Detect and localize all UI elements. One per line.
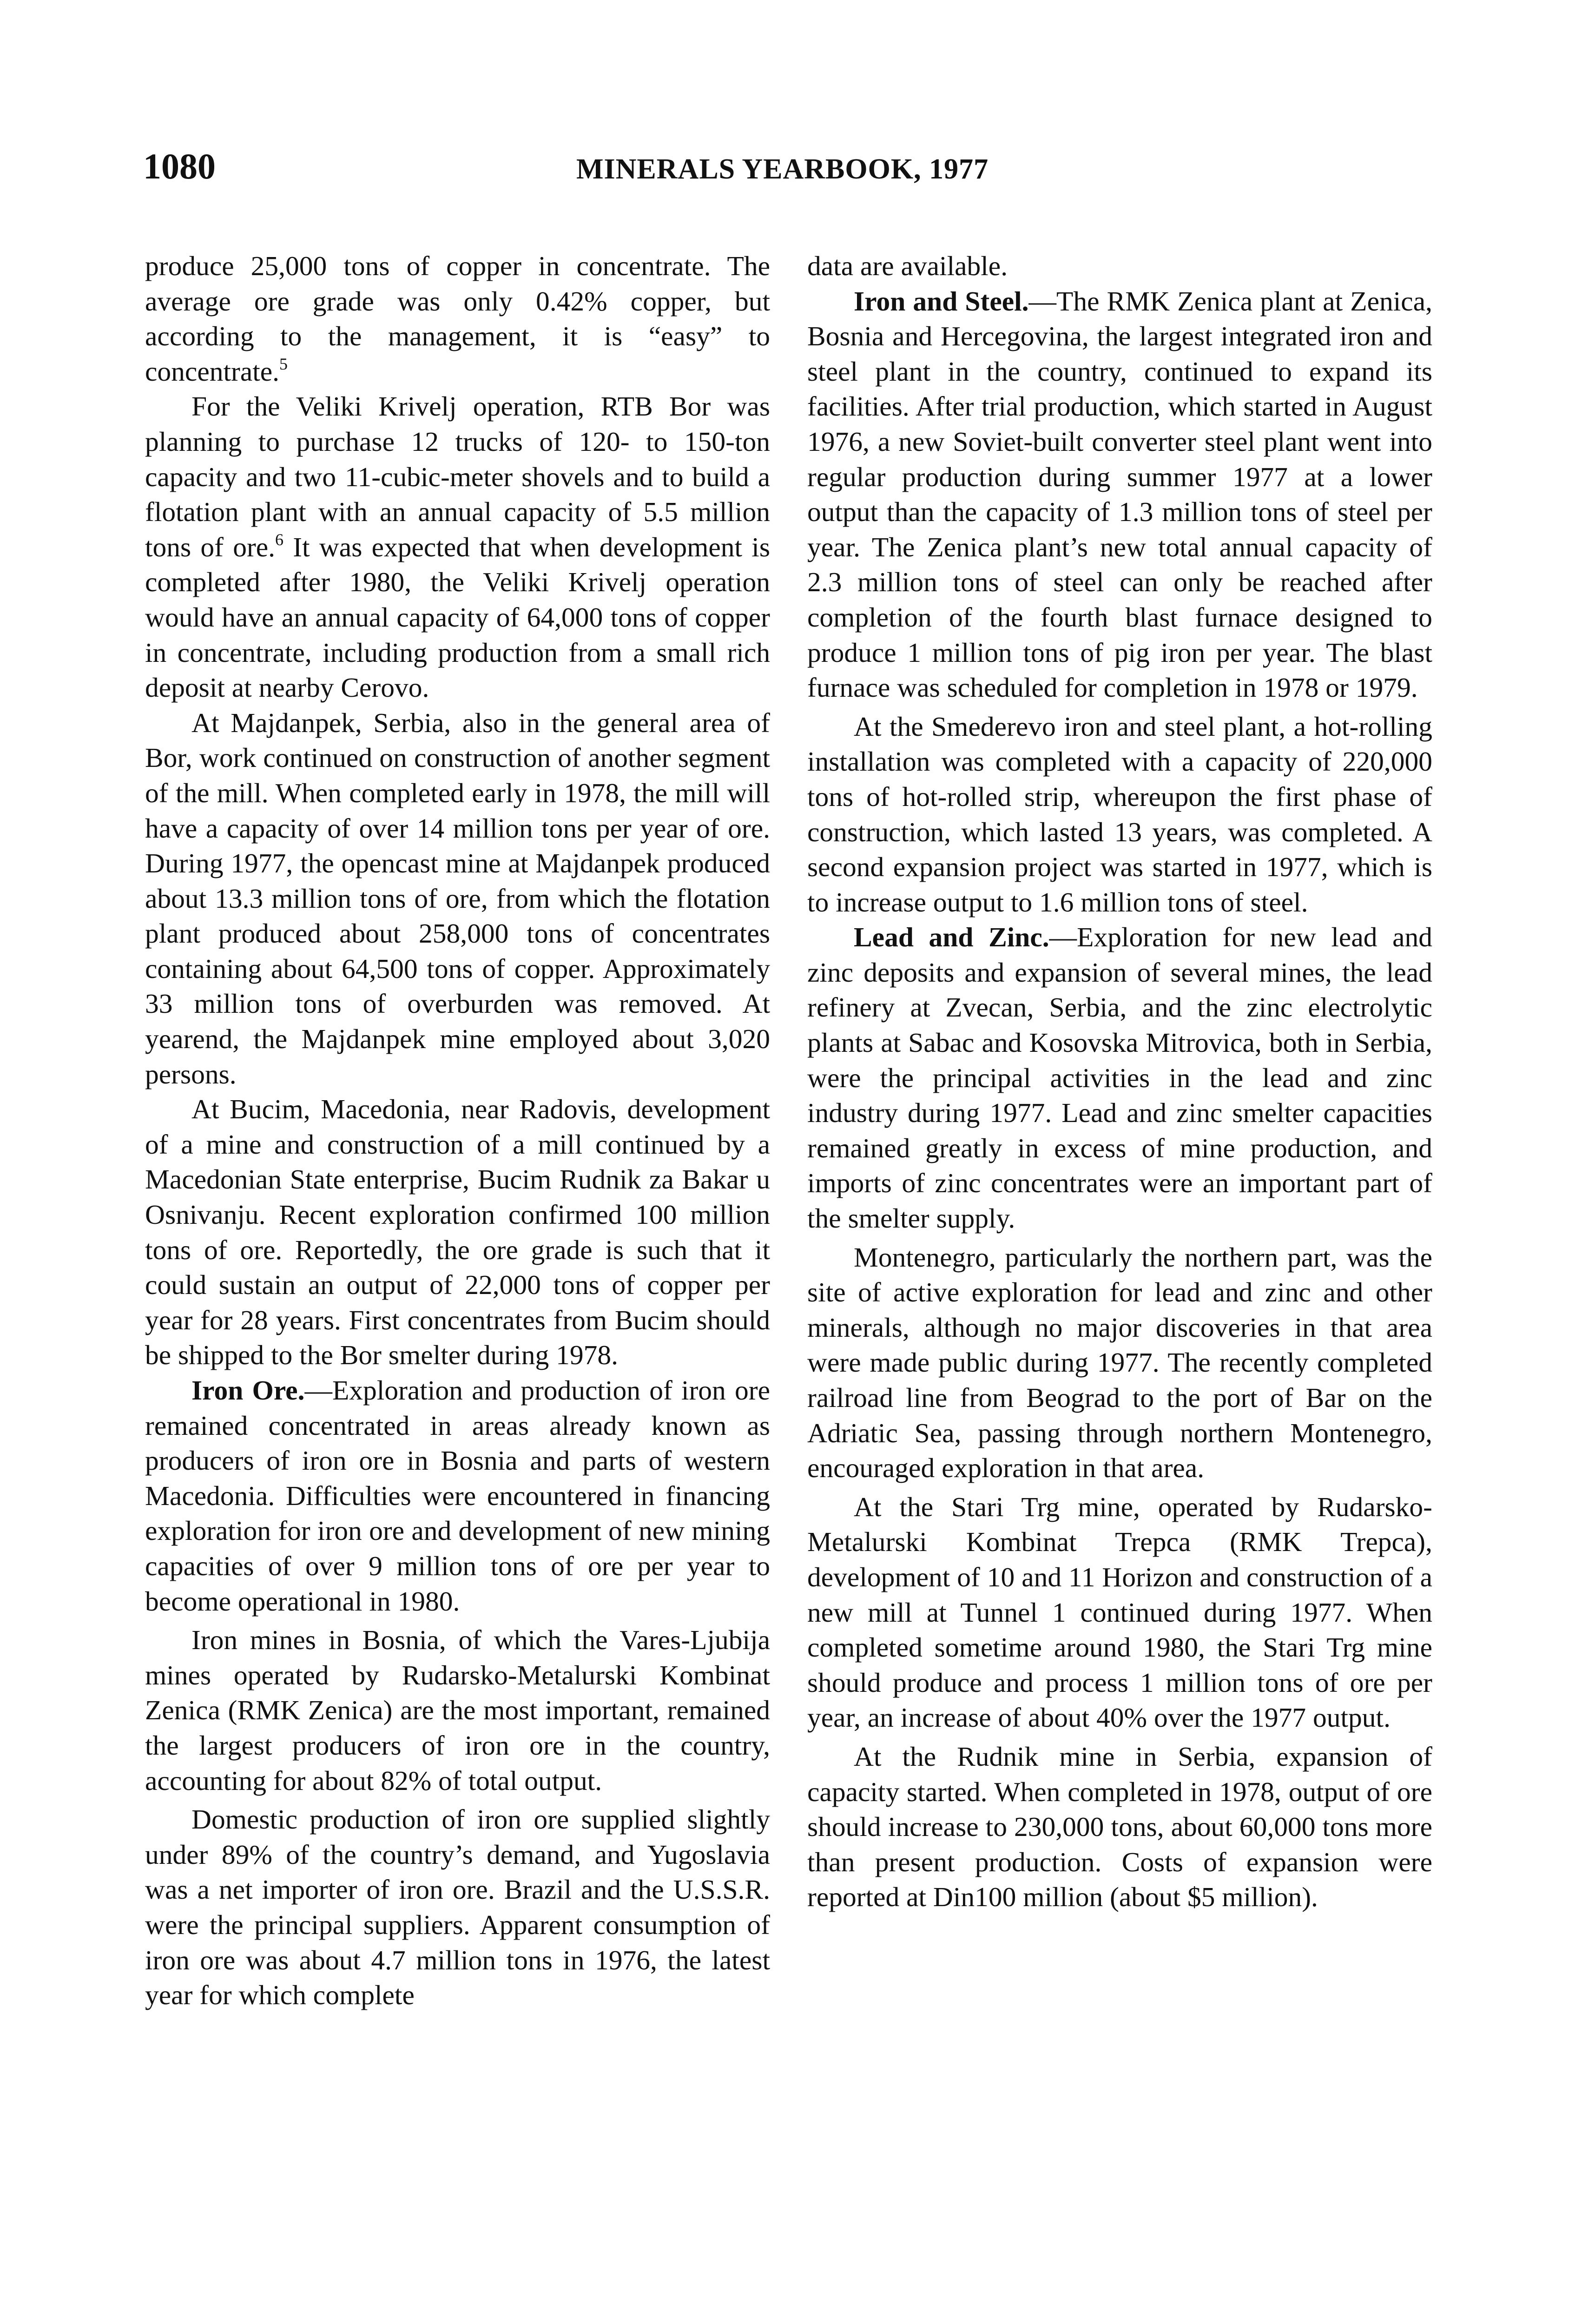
paragraph [807,1240,1432,1486]
right-column [807,249,1432,1915]
paragraph [807,1490,1432,1736]
paragraph [145,1092,770,1373]
section-heading: Iron and Steel. [854,285,1029,317]
publication-title: MINERALS YEARBOOK, 1977 [576,153,989,185]
paragraph-text: Domestic production of iron ore supplied slightly under 89% of the country’s demand, and Yugoslavia was a net importer of iron ore. Brazil and the U.S.S.R. were the principal suppliers. Apparent consumption of iron ore was about 4.7 million tons in 1976, the latest year for which complete [145,1804,770,2011]
paragraph [807,1739,1432,1915]
footnote-ref: 6 [275,530,284,549]
running-header [0,143,1575,194]
paragraph-text: It was expected that when development is completed after 1980, the Veliki Krivelj operation would have an annual capacity of 64,000 tons of copper in concentrate, including production from a small rich deposit at nearby Cerovo. [145,531,770,703]
paragraph [145,1802,770,2013]
page-number: 1080 [143,146,216,186]
left-column [145,249,770,2013]
paragraph [145,706,770,1092]
paragraph [145,1623,770,1798]
em-dash: — [304,1375,332,1406]
em-dash: — [1028,285,1057,317]
paragraph [807,249,1432,284]
paragraph-text: At the Smederevo iron and steel plant, a hot-rolling installation was completed with a capacity of 220,000 tons of hot-rolled strip, whereupon the first phase of construction, which lasted 13 years, was completed. A second expansion project was started in 1977, which is to increase output to 1.6 million tons of steel. [807,711,1432,918]
paragraph-text: For the Veliki Krivelj operation, RTB Bor was planning to purchase 12 trucks of 120- to 150-ton capacity and two 11-cubic-meter shovels and to build a flotation plant with an annual capacity of 5.5 million tons of ore. [145,391,770,562]
paragraph [145,389,770,705]
paragraph-text: At Bucim, Macedonia, near Radovis, development of a mine and construction of a mill continued by a Macedonian State enterprise, Bucim Rudnik za Bakar u Osnivanju. Recent exploration confirmed 100 million tons of ore. Reportedly, the ore grade is such that it could sustain an output of 22,000 tons of copper per year for 28 years. First concentrates from Bucim should be shipped to the Bor smelter during 1978. [145,1094,770,1371]
paragraph-text: Iron mines in Bosnia, of which the Vares-Ljubija mines operated by Rudarsko-Metalurski Kombinat Zenica (RMK Zenica) are the most important, remained the largest producers of iron ore in the country, accounting for about 82% of total output. [145,1624,770,1796]
footnote-ref: 5 [279,354,288,373]
paragraph-text: Montenegro, particularly the northern part, was the site of active exploration for lead and zinc and other minerals, although no major discoveries in that area were made public during 1977. The recently completed railroad line from Beograd to the port of Bar on the Adriatic Sea, passing through northern Montenegro, encouraged exploration in that area. [807,1241,1432,1484]
paragraph-text: Exploration and production of iron ore remained concentrated in areas already known as producers of iron ore in Bosnia and parts of western Macedonia. Difficulties were encountered in financing exploration for iron ore and development of new mining capacities of over 9 million tons of ore per year to become operational in 1980. [145,1375,770,1617]
paragraph [807,284,1432,706]
paragraph-text: Exploration for new lead and zinc deposits and expansion of several mines, the lead refinery at Zvecan, Serbia, and the zinc electrolytic plants at Sabac and Kosovska Mitrovica, both in Serbia, were the principal activities in the lead and zinc industry during 1977. Lead and zinc smelter capacities remained greatly in excess of mine production, and imports of zinc concentrates were an important part of the smelter supply. [807,922,1432,1234]
paragraph [145,249,770,389]
paragraph [807,709,1432,920]
paragraph [145,1373,770,1619]
paragraph-text: At the Rudnik mine in Serbia, expansion of capacity started. When completed in 1978, output of ore should increase to 230,000 tons, about 60,000 tons more than present production. Costs of expansion were reported at Din100 million (about $5 million). [807,1741,1432,1913]
em-dash: — [1049,922,1077,953]
section-heading: Lead and Zinc. [854,922,1049,953]
paragraph-text: At the Stari Trg mine, operated by Rudarsko-Metalurski Kombinat Trepca (RMK Trepca), development of 10 and 11 Horizon and construction of a new mill at Tunnel 1 continued during 1977. When completed sometime around 1980, the Stari Trg mine should produce and process 1 million tons of ore per year, an increase of about 40% over the 1977 output. [807,1491,1432,1733]
paragraph [807,920,1432,1236]
paragraph-text: produce 25,000 tons of copper in concentrate. The average ore grade was only 0.42% copper, but according to the management, it is “easy” to concentrate. [145,251,770,387]
section-heading: Iron Ore. [191,1375,305,1406]
paragraph-text: The RMK Zenica plant at Zenica, Bosnia and Hercegovina, the largest integrated iron and steel plant in the country, continued to expand its facilities. After trial production, which started in August 1976, a new Soviet-built converter steel plant went into regular production during summer 1977 at a lower output than the capacity of 1.3 million tons of steel per year. The Zenica plant’s new total annual capacity of 2.3 million tons of steel can only be reached after completion of the fourth blast furnace designed to produce 1 million tons of pig iron per year. The blast furnace was scheduled for completion in 1978 or 1979. [807,285,1432,703]
paragraph-text: At Majdanpek, Serbia, also in the general area of Bor, work continued on construction of another segment of the mill. When completed early in 1978, the mill will have a capacity of over 14 million tons per year of ore. During 1977, the opencast mine at Majdanpek produced about 13.3 million tons of ore, from which the flotation plant produced about 258,000 tons of concentrates containing about 64,500 tons of copper. Approximately 33 million tons of overburden was removed. At yearend, the Majdanpek mine employed about 3,020 persons. [145,707,770,1089]
paragraph-text: data are available. [807,251,1008,281]
